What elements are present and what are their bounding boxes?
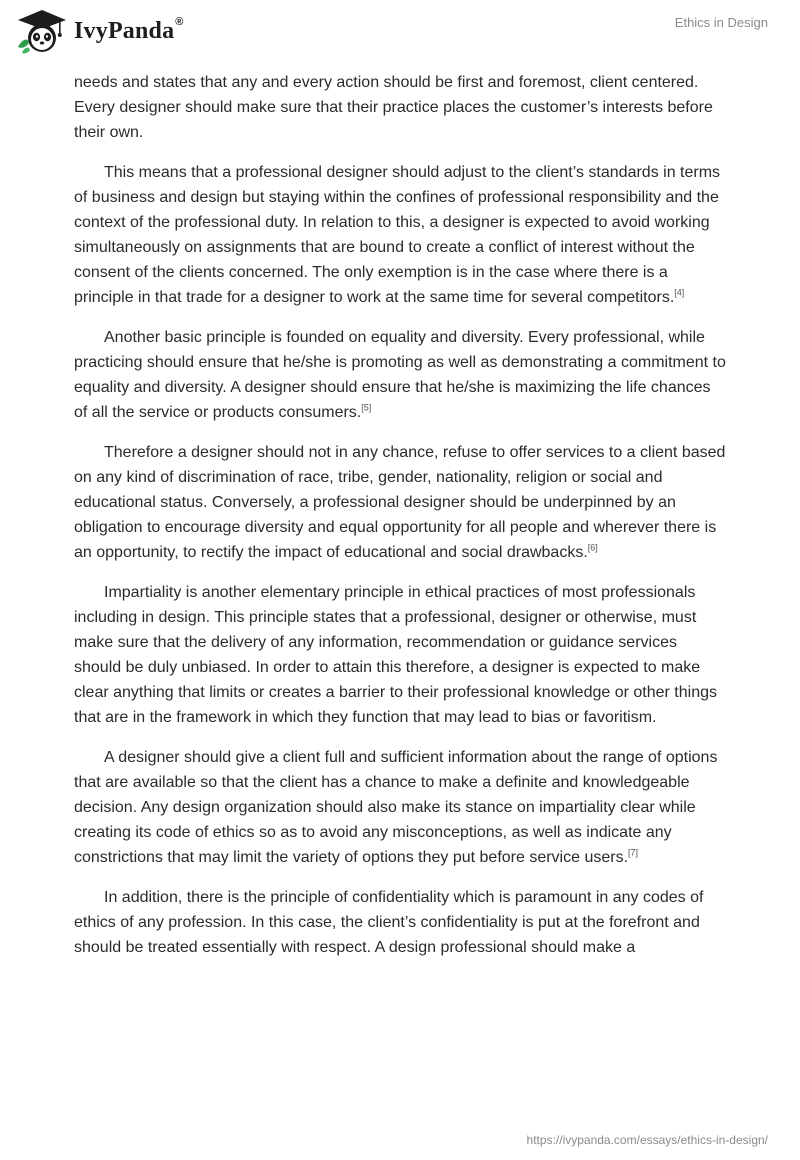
logo-wordmark: IvyPanda® bbox=[74, 15, 184, 44]
citation-ref[interactable]: [7] bbox=[628, 847, 639, 858]
essay-body bbox=[74, 70, 726, 975]
paragraph bbox=[74, 325, 726, 425]
document-title: Ethics in Design bbox=[674, 15, 768, 30]
citation-ref[interactable]: [6] bbox=[587, 542, 598, 553]
paragraph bbox=[74, 70, 726, 145]
paragraph-text: This means that a professional designer should adjust to the client’s standards in terms of business and design but staying within the confines of professional responsibility and the context of the professional duty. In relation to this, a designer is expected to avoid working simultaneously on assignments that are bound to create a conflict of interest without the consent of the clients concerned. The only exemption is in the case where there is a principle in that trade for a designer to work at the same time for several competitors. bbox=[74, 164, 721, 306]
paragraph bbox=[74, 745, 726, 870]
registered-mark: ® bbox=[175, 15, 184, 28]
paragraph bbox=[74, 580, 726, 730]
ivypanda-logo[interactable] bbox=[14, 7, 184, 55]
citation-ref[interactable]: [5] bbox=[361, 402, 372, 413]
paragraph bbox=[74, 885, 726, 960]
paragraph-text: Impartiality is another elementary principle in ethical practices of most professionals including in design. This principle states that a professional, designer or otherwise, must make sure that the delivery of any information, recommendation or guidance services should be duly unbiased. In order to attain this therefore, a designer is expected to make clear anything that limits or creates a barrier to their professional knowledge or other things that are in the framework in which they function that may lead to bias or favoritism. bbox=[74, 584, 717, 726]
panda-graduate-icon bbox=[14, 7, 70, 55]
paragraph bbox=[74, 160, 726, 310]
page-header bbox=[0, 0, 800, 62]
paragraph-text: Therefore a designer should not in any chance, refuse to offer services to a client based on any kind of discrimination of race, tribe, gender, nationality, religion or social and educational status. Conversely, a professional designer should be underpinned by an obligation to encourage diversity and equal opportunity for all people and wherever there is an opportunity, to rectify the impact of educational and social drawbacks. bbox=[74, 444, 726, 561]
paragraph-text: Another basic principle is founded on equality and diversity. Every professional, while practicing should ensure that he/she is promoting as well as demonstrating a commitment to equality and diversity. A designer should ensure that he/she is maximizing the life chances of all the service or products consumers. bbox=[74, 329, 726, 421]
source-url[interactable]: https://ivypanda.com/essays/ethics-in-design/ bbox=[526, 1133, 768, 1147]
paragraph-text: In addition, there is the principle of confidentiality which is paramount in any codes of ethics of any profession. In this case, the client’s confidentiality is put at the forefront and should be treated essentially with respect. A design professional should make a bbox=[74, 889, 704, 956]
paragraph-text: A designer should give a client full and sufficient information about the range of options that are available so that the client has a chance to make a definite and knowledgeable decision. Any design organization should also make its stance on impartiality clear while creating its code of ethics so as to avoid any misconceptions, as well as indicate any constrictions that may limit the variety of options they put before service users. bbox=[74, 749, 718, 866]
paragraph bbox=[74, 440, 726, 565]
citation-ref[interactable]: [4] bbox=[674, 287, 685, 298]
paragraph-text: needs and states that any and every action should be first and foremost, client centered. Every designer should make sure that their practice places the customer’s interests before their own. bbox=[74, 74, 713, 141]
